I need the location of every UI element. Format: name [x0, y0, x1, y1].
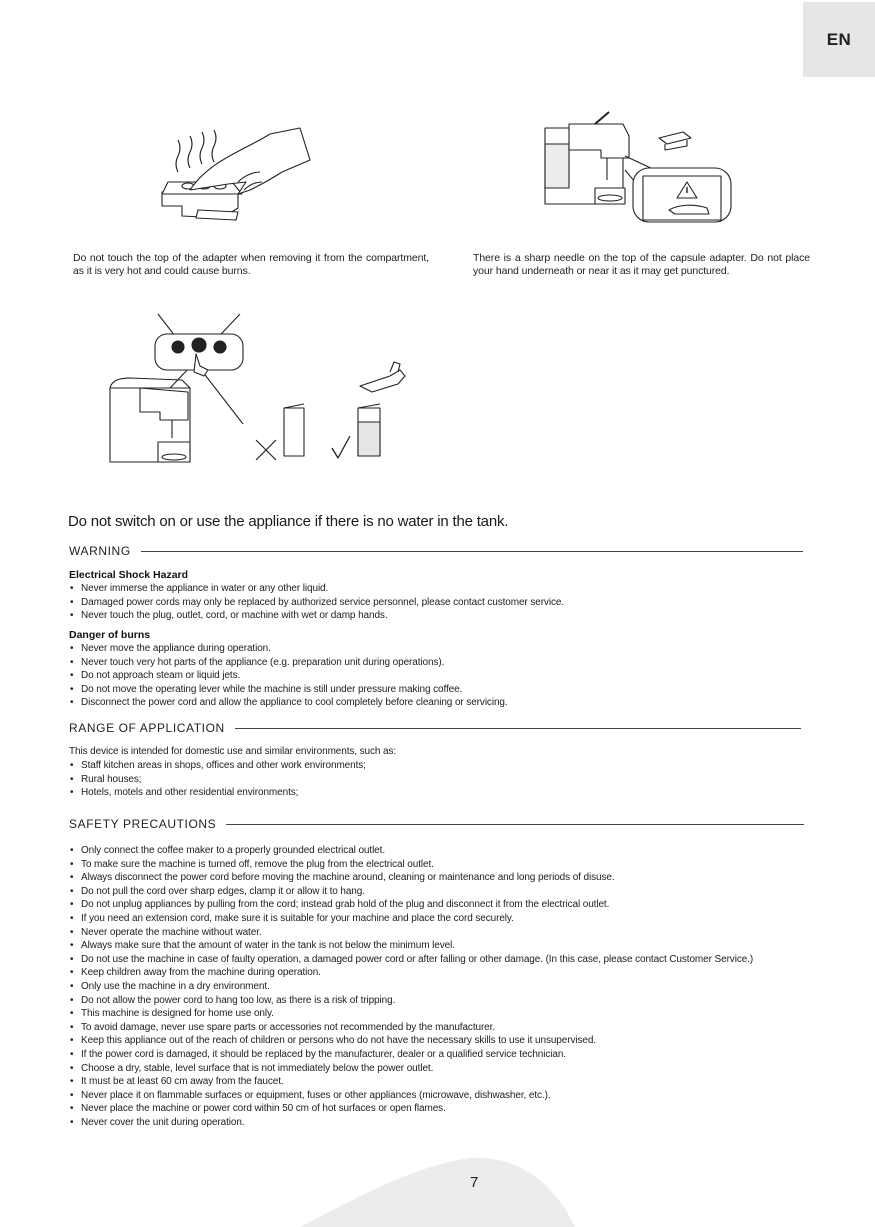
warning-rule [141, 551, 803, 552]
safety-list [69, 844, 753, 1129]
list-item: • Do not pull the cord over sharp edges, clamp it or allow it to hang. [69, 885, 753, 899]
list-item: • Choose a dry, stable, level surface that is not immediately below the power outlet. [69, 1062, 753, 1076]
water-note: Do not switch on or use the appliance if there is no water in the tank. [68, 513, 509, 530]
electrical-shock-heading: Electrical Shock Hazard [69, 569, 189, 581]
list-item: • Do not unplug appliances by pulling from the cord; instead grab hold of the plug and disconnect it from the electrical outlet. [69, 898, 753, 912]
list-item: • Rural houses; [69, 773, 366, 787]
page-number: 7 [470, 1174, 479, 1191]
list-item: • Only connect the coffee maker to a properly grounded electrical outlet. [69, 844, 753, 858]
electrical-shock-list [69, 582, 564, 623]
list-item: • Hotels, motels and other residential environments; [69, 786, 366, 800]
list-item: • It must be at least 60 cm away from the faucet. [69, 1075, 753, 1089]
list-item: • Never touch the plug, outlet, cord, or machine with wet or damp hands. [69, 609, 564, 623]
safety-title: SAFETY PRECAUTIONS [69, 817, 217, 831]
list-item: • Do not allow the power cord to hang too low, as there is a risk of tripping. [69, 994, 753, 1008]
danger-burns-list [69, 642, 508, 710]
caption-sharp-needle: There is a sharp needle on the top of the capsule adapter. Do not place your hand underneath or near it as it may get punctured. [473, 252, 810, 277]
list-item: • To avoid damage, never use spare parts or accessories not recommended by the manufacturer. [69, 1021, 753, 1035]
caption-adapter-hot: Do not touch the top of the adapter when removing it from the compartment, as it is very hot and could cause burns. [73, 252, 429, 277]
safety-heading [69, 817, 804, 831]
list-item: • To make sure the machine is turned off, remove the plug from the electrical outlet. [69, 858, 753, 872]
language-tab: EN [803, 2, 875, 77]
list-item: • Never cover the unit during operation. [69, 1116, 753, 1130]
list-item: • Damaged power cords may only be replaced by authorized service personnel, please contact customer service. [69, 596, 564, 610]
safety-rule [226, 824, 804, 825]
list-item: • Staff kitchen areas in shops, offices and other work environments; [69, 759, 366, 773]
list-item: • Only use the machine in a dry environment. [69, 980, 753, 994]
warning-heading [69, 544, 803, 558]
list-item: • Do not move the operating lever while the machine is still under pressure making coffee. [69, 683, 508, 697]
list-item: • Never move the appliance during operation. [69, 642, 508, 656]
list-item: • If you need an extension cord, make sure it is suitable for your machine and place the cord securely. [69, 912, 753, 926]
list-item: • Never place the machine or power cord within 50 cm of hot surfaces or open flames. [69, 1102, 753, 1116]
list-item: • If the power cord is damaged, it should be replaced by the manufacturer, dealer or a qualified service technician. [69, 1048, 753, 1062]
list-item: • Keep this appliance out of the reach of children or persons who do not have the necessary skills to use it unsupervised. [69, 1034, 753, 1048]
list-item: • Do not use the machine in case of faulty operation, a damaged power cord or after falling or other damage. (In this case, please contact Customer Service.) [69, 953, 753, 967]
list-item: • Always make sure that the amount of water in the tank is not below the minimum level. [69, 939, 753, 953]
list-item: • Always disconnect the power cord before moving the machine around, cleaning or maintenance and long periods of disuse. [69, 871, 753, 885]
list-item: • Never place it on flammable surfaces or equipment, fuses or other appliances (microwave, dishwasher, etc.). [69, 1089, 753, 1103]
list-item: • Never immerse the appliance in water or any other liquid. [69, 582, 564, 596]
list-item: • Never touch very hot parts of the appliance (e.g. preparation unit during operations). [69, 656, 508, 670]
range-rule [235, 728, 801, 729]
water-tank-illustration [100, 312, 410, 482]
list-item: • Disconnect the power cord and allow the appliance to cool completely before cleaning or servicing. [69, 696, 508, 710]
list-item: • This machine is designed for home use only. [69, 1007, 753, 1021]
danger-burns-heading: Danger of burns [69, 629, 151, 641]
warning-title: WARNING [69, 544, 131, 558]
list-item: • Do not approach steam or liquid jets. [69, 669, 508, 683]
range-intro: This device is intended for domestic use and similar environments, such as: [69, 746, 397, 757]
list-item: • Keep children away from the machine during operation. [69, 966, 753, 980]
range-list [69, 759, 366, 800]
sharp-needle-illustration [535, 110, 740, 230]
list-item: • Never operate the machine without water. [69, 926, 753, 940]
range-heading [69, 721, 801, 735]
range-title: RANGE OF APPLICATION [69, 721, 225, 735]
hot-adapter-illustration [150, 120, 320, 235]
